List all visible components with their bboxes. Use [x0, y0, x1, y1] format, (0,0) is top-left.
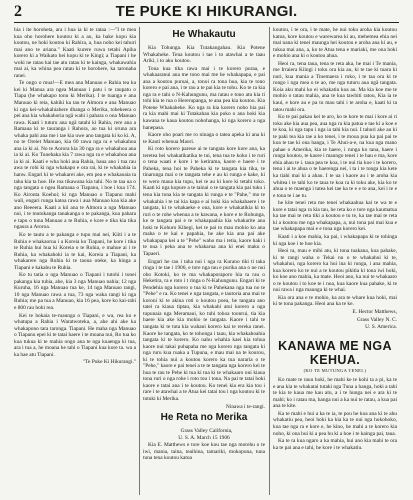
column-3	[273, 27, 397, 495]
article-paragraph: Kaati i a koe mahia, ka pai, i whakapapa ki te tohinga ki nga koe i te hoe kia.	[273, 233, 397, 247]
story-subheading: (KO TE MUTUNGA TENEI.)	[303, 367, 367, 373]
article-paragraph: Ko mate te rauu hoki, he mahi ke te kohi ta a pi, ka te e ana kia te whakatai tutaki nga Tuna a hanga, hoki a tahi te kia te kaua me kau atu, a i te hunga nei e ara ki te mahi; ko i ratau ma, hanga nui a ka nui te ratau, a kua pai ana te kite.	[273, 377, 397, 410]
letter-signature-place: Grass Valley N. C.	[356, 316, 397, 323]
page-number: 2	[14, 3, 22, 20]
letter-signature-name: E. Hector Matthews,	[352, 308, 397, 315]
article-paragraph: koutou, i te ora, i te mate, he nui toku aroha kia koutou katoa, kore koutou e warewarea ki au, mehemea ehia nei mai nana ki tenei maunga hei koutou e aroha ana ki au, e tukua mai ana, a, ko te Atua tena e mariaki, me ona hoki e mohio ana ki o koutou ahua.	[273, 27, 397, 60]
masthead	[14, 2, 399, 23]
article-paragraph: Kia Tohunga. Kia Tutakangahau. Kia Potene Whakaheke. Tena koutou i tae i to atawhai a te taau Ariki, i to aku koutou.	[143, 45, 265, 65]
article-paragraph: Heoi ra, mau e mihi atu, ki tona tuakana, kua pahake, ki te rangi waha o Tekai nu o te whakahui ki te, whakahui, nga korero ka hui ina ki runga, i ana mahia, kua korero ko te nui a te koutou pikitia ki tona iwi hoki, ko koe ano mahia, ka mate. Heoi ano, ka nui te whakaaro o te koutou i to koe te i noa, kua kaore kua pahake, ki te nui rawa i nga maunga ki te whai.	[273, 248, 397, 294]
letter-signature-country: U. S. America.	[365, 324, 397, 331]
article-paragraph: Ko te pai pakau kei te aro, ko te kore te mai i kore ai ri toku ake kia aua pea, aua nga ra kia patua e tae ki a koe e te koa, ki nga tapu i nga ia tahi kia nui. I tahuri ake au ki te paki tea kia rae a ko tenei, i te moua pua ka pai pai te koa te tae ki ona hanga, i Te Ahui-a-e, na kua nga mano pahae o Amerika, kia te haere, i runga ko tana, haere i runga koutou, te kaore i maungo tenei i te hau e ma, kore ehia ahau te i. taua pea te koa, i te nui tia koe i te korero, tena i ai te ahua o te haerenga nei, i ta i te tonga kia kete ka tiahi mai ki a ahau. I te ua i kaore au i te aroha kia whitea i te tahi ko te taua te koa ra ki toku ake, kia ko te ahua o te maenga i tatea kei tae ka te e e to ana, kei i te e e tona te i ae tu.	[273, 114, 397, 199]
column-1	[14, 27, 136, 495]
article-paragraph: Ka te ra kua ngaro a ka mahia, hui ano kia mahi te ora ka te pai ana e tahi, he kore i te whakatiu.	[273, 438, 397, 451]
article-paragraph: hia i ite horoheta, ara i hua ia ki te rataa :—"I te mea kua oho horohere koutou ki a au, ka hake kopu kia koutou, ne hoki koutou ki Rahira, a, hua noho kei tahuri mai ano te ariana." Kaati kurere ruwa tetahi Apiha korero ki a Waikato hei kopu ki te Kingi; a Tiapani i he woki ne ratau kai tae atu ratau ki te kainga, whakawahia mai ai, ka whina pea ratau ki te horohere, ka taronaha ranei.	[14, 27, 136, 79]
article-paragraph: Ki roto korero pareue ai te tangata kore kore ana, ka teretea hei whakatikatika te tui, tena tua te koko i te ruri o tena waati e kore i te ketirama, kaore e haere i te Paheka, tena hoi te Paheka ki te tangata kia tika, te tinarunga mai o te tangata tehe e au ki runga e kake, ki te wero maua kia tupu, kei te au ki kore ki tetahi toko. Kaati ki nga kopure a te tainai o te tangata kia pai tuku i tena kia tona kia te tangata ki runga e te "Pahe," mo te whakahia i te tai kia kapa e ai hoki kia whakahaere i te tangata, ki te whakaeke e ona, kore e whakatikia ki to ruri o te rohe whenua a te kawana, e kore e te Rohunga, ke te tangata pai e te whakapaahia kia whakarite ana hoki te Kohuro Kihegi, kei te pai to mau mohio ko ana maha o te kai e papahia, he ake kia ana pai ake whakapapa kei a te "Pehe" waho ma i tetia, kaore haki i te nua i peka ana te whakarua ana ki enei maku o Tapaeri.	[143, 146, 265, 257]
column-divider	[269, 27, 270, 495]
section-heading: He Reta no Merika	[160, 412, 248, 424]
article-signature: Ninawa i te-rangi.	[225, 403, 265, 410]
column-2	[143, 27, 265, 495]
article-paragraph: Kia ora ana e te mohio, ka ara te whare kua hoki, mai ki te tona pakanga. Heoi ana ka te ke.	[273, 294, 397, 308]
column-divider	[139, 27, 140, 495]
article-paragraph: Te ongo o mua!—E mea ana Manuao e Rahia tea ka kei ki Manua ara ngea Manuao i patu i te raupatu o Tiapa (he whakapo tonu ki Merika). I te tuanga e ana Manuao ki reia, kahiki ka tau te Almora e ana Manuao ki nga kei-whakahiahere dhanga o Merika, tohekeera o pei ana kia whakahoria ngā wahi i pahara o ona Manuao rawa. Kaati i tuturu ana ngā tatahi ki Rahia, rere ana a Ramaua ki te tauranga i Rahora, ao tua ki oruna ara whaka pahi ana me i tae kia uwe ano tangata ki ko ki. A, no te Oreiet Manuao, kia 60 rawa nga ra e whakahoa ana ia ki ai. No te Aorora kia 30 nga ra e whakahoa ana ia ki ai. Ko Tunehaka kia 7 rawa nga ra e whakahoa ana ia ki ai. Kaati e wha hoki aua Rahia, haua ano i tua rau awa te rohi ki nga whakapo e ora rai, ki te whakahia ia hanw. Engari ki te whakarei ake, em pea e whakaoaia ta taha kia ta hoe. He roa tikawana kia tahi. No te taa ua o nga tangata o ngea Ramaua o Tiapanu, i hoe i kua 174. Ko Aironta Koehoi; ki nga Manuao o Tiapanu mahi wali, engari runga katoa rawa i aua Manuao koa kia ake ano Reeeera. Kaati a kii ana te Almora a nga Manuao nui, i te mutukanga tanakanga o te pakanga, kua pahara e tapu o tuna Manuao a te Ruhia, e kore e tika kia tika ngaura a Aroroa.	[14, 80, 136, 231]
section-heading: He Whakautu	[172, 29, 236, 40]
letter-dateline: Grass Valley California, U. S. A. March 15 1906	[178, 428, 233, 441]
article-paragraph: Ko te tautu a te pakanga e tupu mai nei, Kiiti i a te Ruhia e whakaorua i a Koreia ko Tiapani, he kore i tika te Ruhia hui hua ki Koreia o te Ruhia, e mahue ai i te Ruhia, ka whakahoki ia te kai, Koreia a Tiapani, ka whakarere nga Ruhia ki te taona oteke, ka hinga a Tiapani e kakahu te Ruhia.	[14, 231, 136, 271]
article-paragraph: Ka te mahi e hui a ka te ia, te pou he koa ana ki te ahu whakatiu pea, heoi hoki ka kia ka te nui nga hokohoko, kua tae nga ra e kore e, he kino, he mahi a te korero kia noho, ki ona hui ki a pea hu ki a hoe i te kainga pai, taua.	[273, 410, 397, 437]
article-paragraph: he kite tenei reta me tenei whakaahua kai te wa te e kore e tatai nga ra kia tau, he reta ko e tore nga kaumatua ka tae mai te reta tiki a koutou e tu te, ka tae mai te reta ki a koutou me nga whakapapa, a, nui tona pai mai kua e tae whakapapa mai e e tona nga korero kei.	[273, 200, 397, 233]
story-heading: KANAWA ME NGA KEHUA.	[278, 338, 392, 367]
article-paragraph: Heoi ra, tena taua, tena te reta aka, he mai i Te mania, me Irraiera Kiingi i toku ora kia au, ki te tae ki tuara ki nuri, kua mania a Tinemaera i roko, i te taa ora ki te rongo i nga mea o te ao, me nga tuturu aua ngā tangata. Koia aku mahi ko ei whakatiu koa au. Ma kia koe me te mohio o tatau mahia, ana te kua tawhiti ratou, Kia ia te kaui, e kore au e pa tu mau tahi i te aroha e, kaati ki ta tatou mahi ora.	[273, 60, 397, 113]
article-signature: "Te Puke Ki Hikurangi."	[82, 359, 136, 366]
article-paragraph: Kaore oho poari me ro ninaga o tatea apeka ki ana ki te Kauti whenua Maori.	[143, 132, 265, 145]
article-paragraph: Ko tu tatia o nga Manuao o Tiapani i tutohi i tonei pakanga kia tuhia, ahe, kia 3 nga Manuao nahia; 12 nga Kuruha, 16 nga Manuao tua ke, 14 nga Manuao rangi, 10 nga Manuao rawa a tua, 73 nga waka rangi ki nga Ruhia; me pa tua a Manuao, kia 16 pea, kore ko kai-rahi e 800 rau hohi rea.	[14, 272, 136, 311]
newspaper-title: TE PUKE KI HIKURANGI.	[115, 3, 298, 20]
article-paragraph: Engari he rau i taha nui i nga ra Kurano tiki ti taka ringa i te tae i 1906, e tore nga tau e purika ana o ne nui oho Kotoki, ko te ma whakaporaporo hia ta rau o Heketira, ra e roto i t ringa o N-Kahungunu. Engari ki te Pendehia nga korero o tua ki te Pahekana nga tua no te "Pehe" e ra. Ko tenei e nga tangata, e tautoria ana mai te koroni ki te akina roti o koutou poea, he tangata ano tatei ra kiaua tiptau, kia whakahi atui korero a nga tupunaia nga Meramaui, ko tuhi tohoa toonrui, tia kia haere kia ake kia mohio te tangata. Kaore i tahi te tangata ki te tuta kia wahani korero kai te rereka ranei. Kaore he tangata, ko te tohonga i taau, kia whakahoahia tangata ki te korero. Ko nahu whahia kaei kia tohua kaore nui takai puhapaha me nga korero nga tangata ki nga ruru kua ruaka a Tupuna, e mau mai na te kourou, ki te tohia nui a koutou korero ka tua nararia o te "Pehe," kaore e pai tenei a te te tangata nga korero kei te hua te rau te Pehe ki tua ki tua ki te whakaaro nui kiaua tona ruri o nga rohe i roto tou i tona. Na pai te tatai hoki kaore e tatai ana i te koutou. Ko tenei kia era kia tou i rare i te atawhai a te Atua kei tatai tou i nga koutou ki te tutuki ki Merika.	[143, 258, 265, 402]
article-paragraph: Kei te hokaia te-ruaunga o Tiapani, e wa, rea ko e whatupa a Rahia i Waratwoteka, a, ahe ahi ake ka whakapono tara taronga. Tiapani. He maha nga Manuao o Tiapanu epei ki te tatai haere i te moana nui, Ro tua ko kua tukua ki te mahia ongo ana te nga kuaenga ki tua, ara i tua a, he moana he tahi o Tiapani kua kore ta. wa a ka hae atu Tiapani.	[14, 312, 136, 358]
article-paragraph: Tona kua tika rawa mai i te korero puraa, e whakaaranui ana me tono mai me he whakapapa, e pai ana a koutou puruai, a, tonoi ra tona hua, kia te tono korero e pai ana, i te rau a te pai kia te tohu. Ko te ra kia nga ra e tahi o N-Kahungunu, ma ratau e tono atu kia ti tohi kia te rua o Hererupanga, te ana pea kia koutou. Kia Potene Whakaheke. Ko nga ra kia korero noho hia pai ra kia mahi mai ki Tutakahau kia poko o ana hoki kia kawana te kaua koutou nohohanga, ki nga korero a nga hanepasa.	[143, 65, 265, 131]
article-paragraph: Kia E. Matthews e tore koe kou tae nga morehu o te iwi, mania, taina, teaihina, tamariki, mokopuna, tuna tuna tena koutou katoa	[143, 442, 265, 462]
